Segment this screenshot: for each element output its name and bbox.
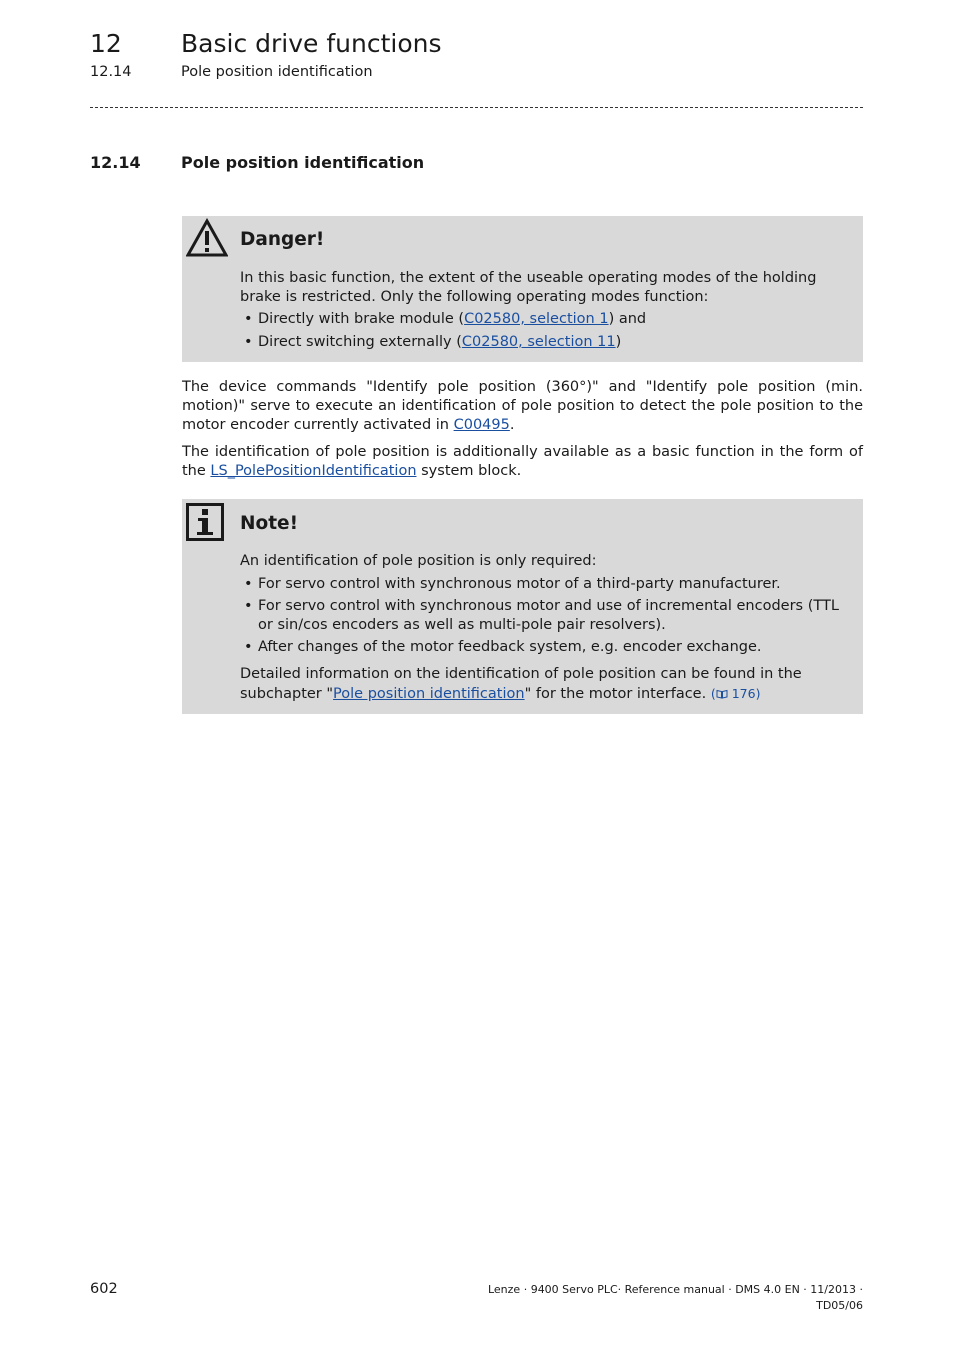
list-item (240, 310, 850, 329)
page-reference[interactable]: ( 176) (710, 686, 761, 701)
list-item-text: Directly with brake module ( (258, 311, 465, 327)
paragraph-text: system block. (416, 463, 522, 479)
note-box (182, 499, 863, 714)
page-number: 602 (90, 1281, 118, 1297)
section-title: Pole position identification (181, 153, 425, 172)
list-item: • For servo control with synchronous motor of a third-party manufacturer. (240, 575, 850, 594)
page-reference-number: 176 (731, 686, 756, 701)
subsection-title: Pole position identification (181, 64, 373, 80)
ls-polepositionidentification-link[interactable]: LS_PolePositionIdentification (210, 463, 417, 479)
note-heading: Note! (240, 513, 299, 534)
note-list (240, 575, 850, 657)
paragraph-basic-function (182, 443, 863, 481)
header-divider (90, 107, 863, 108)
paragraph-text: The device commands "Identify pole position (360°)" and "Identify pole position (min. motion)" serve to execute an identification of pole position to detect the pole position to the motor encoder currently activated in (182, 379, 863, 433)
list-item: • For servo control with synchronous motor and use of incremental encoders (TTL or sin/cos encoders as well as multi-pole pair resolvers). (240, 597, 850, 635)
list-item: • After changes of the motor feedback system, e.g. encoder exchange. (240, 638, 850, 657)
note-intro: An identification of pole position is only required: (240, 553, 597, 569)
danger-box (182, 216, 863, 362)
chapter-number: 12 (90, 29, 122, 58)
danger-heading: Danger! (240, 229, 325, 250)
list-item-text: Direct switching externally ( (258, 334, 462, 350)
list-item (240, 333, 850, 352)
warning-triangle-icon (186, 218, 228, 262)
list-item-text: ) (615, 334, 622, 350)
note-detail-text: " for the motor interface. (524, 686, 711, 702)
c02580-selection-1-link[interactable]: C02580, selection 1 (464, 311, 609, 327)
note-text-block (240, 552, 850, 704)
list-item-text: ) and (608, 311, 647, 327)
note-detail (240, 665, 850, 704)
pole-position-identification-link[interactable]: Pole position identification (333, 686, 525, 702)
c00495-link[interactable]: C00495 (453, 417, 510, 433)
note-detail-text: Detailed information on the identification of pole position can be found in the subchapter " (240, 666, 802, 702)
danger-text-block (240, 269, 850, 352)
document-info: Lenze · 9400 Servo PLC· Reference manual · DMS 4.0 EN · 11/2013 · TD05/06 (487, 1283, 863, 1312)
paragraph-device-commands (182, 378, 863, 435)
danger-list (240, 310, 850, 352)
c02580-selection-11-link[interactable]: C02580, selection 11 (461, 334, 616, 350)
section-number: 12.14 (90, 153, 141, 172)
subsection-number: 12.14 (90, 64, 132, 80)
info-icon (186, 503, 224, 545)
danger-text: In this basic function, the extent of the useable operating modes of the holding brake is restricted. Only the following operating modes function: (240, 270, 817, 305)
book-icon (716, 689, 728, 699)
paragraph-text: The identification of pole position is additionally available as a basic function in the form of the (182, 444, 863, 479)
chapter-title: Basic drive functions (181, 29, 442, 58)
paragraph-text: . (509, 417, 515, 433)
